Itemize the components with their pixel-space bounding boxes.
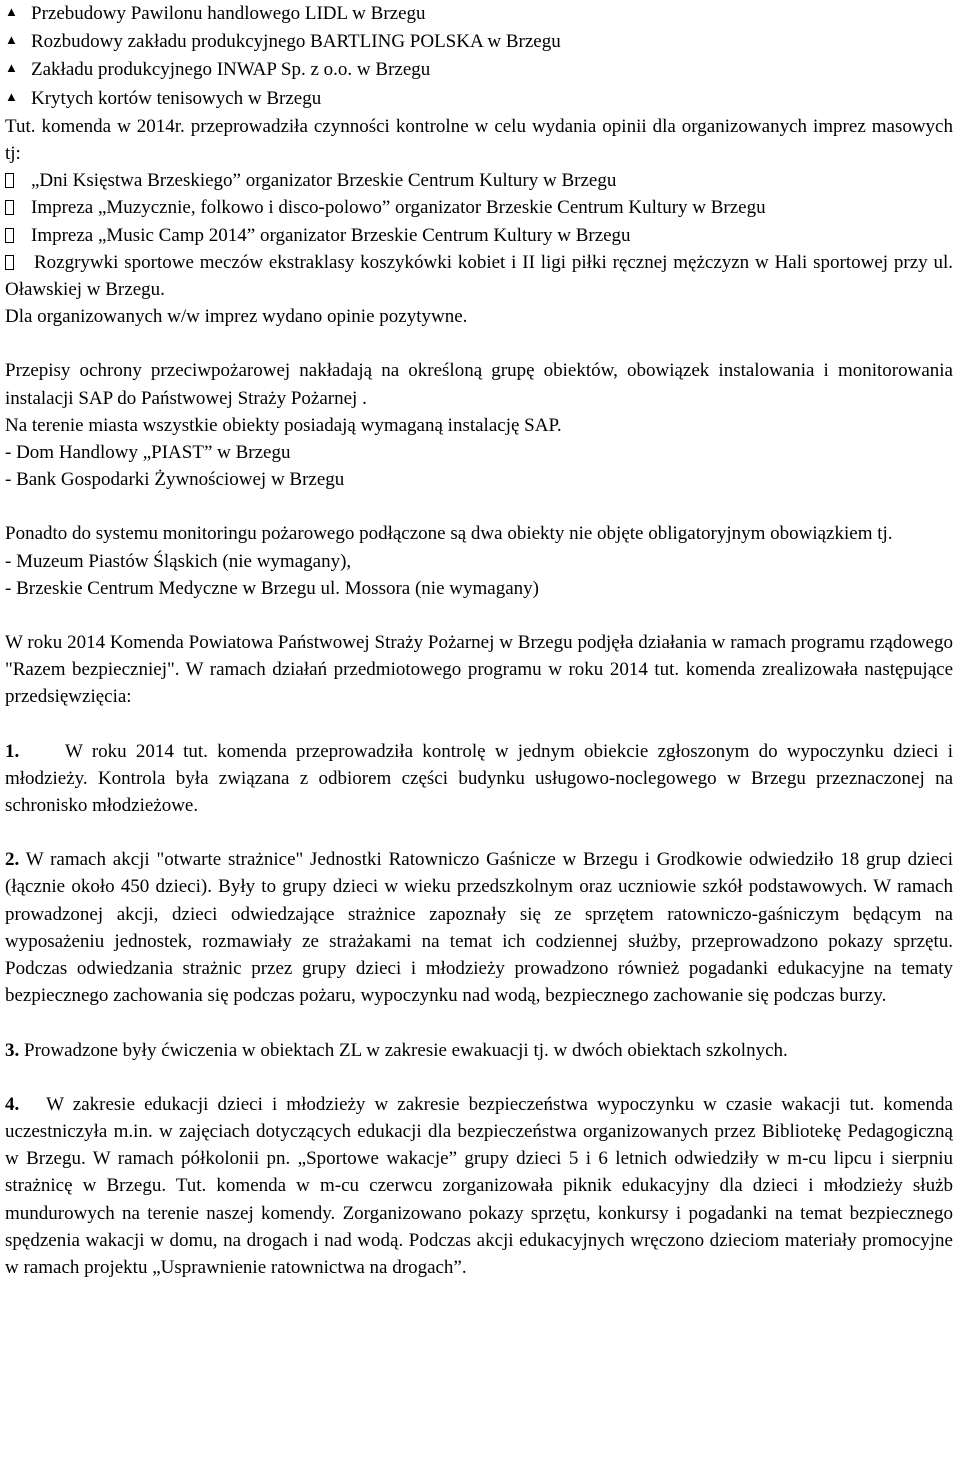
opinion-summary: Dla organizowanych w/w imprez wydano opinie pozytywne. [5, 306, 468, 328]
list-item: ▲ Zakładu produkcyjnego INWAP Sp. z o.o. w Brzegu [5, 56, 953, 84]
sap-paragraph: Przepisy ochrony przeciwpożarowej nakładają na określoną grupę obiektów, obowiązek instalowania i monitorowania instalacji SAP do Państwowej Straży Pożarnej . [5, 360, 953, 409]
monitoring-paragraph: Ponadto do systemu monitoringu pożarowego podłączone są dwa obiekty nie objęte obligatoryjnym obowiązkiem tj. [5, 523, 893, 545]
monitoring-object: - Muzeum Piastów Śląskich (nie wymagany), [5, 550, 352, 572]
square-bullet-icon [5, 222, 31, 249]
square-bullet-icon [5, 194, 31, 221]
event-list [5, 167, 953, 303]
numbered-item: 1. W roku 2014 tut. komenda przeprowadziła kontrolę w jednym obiekcie zgłoszonym do wypoczynku dzieci i młodzieży. Kontrola była związana z odbiorem części budynku usługowo-noclegowego w Brzegu przeznaczonej na schronisko młodzieżowe. [5, 740, 953, 817]
program-paragraph: W roku 2014 Komenda Powiatowa Państwowej Straży Pożarnej w Brzegu podjęła działania w ramach programu rządowego "Razem bezpieczniej". W ramach działań przedmiotowego programu w roku 2014 tut. komenda zrealizowała następujące przedsięwzięcia: [5, 632, 953, 708]
list-item: Impreza „Muzycznie, folkowo i disco-polowo” organizator Brzeskie Centrum Kultury w Brzegu [5, 194, 953, 221]
sap-object: - Dom Handlowy „PIAST” w Brzegu [5, 442, 291, 464]
arrow-bullet-icon: ▲ [5, 4, 18, 19]
sap-line: Na terenie miasta wszystkie obiekty posiadają wymaganą instalację SAP. [5, 414, 562, 436]
list-item: Impreza „Music Camp 2014” organizator Brzeskie Centrum Kultury w Brzegu [5, 222, 953, 249]
numbered-item: 2. W ramach akcji "otwarte strażnice" Jednostki Ratowniczo Gaśnicze w Brzegu i Grodkowie odwiedziło 18 grup dzieci (łącznie około 450 dzieci). Były to grupy dzieci w wieku przedszkolnym oraz uczniowie szkół podstawowych. W ramach prowadzonej akcji, dzieci odwiedzające strażnice zapoznały się ze sprzętem ratowniczo-gaśniczym będącym na wyposażeniu jednostek, rozmawiały ze strażakami na temat ich codziennej służby, przeprowadzono pokazy sprzętu. Podczas odwiedzania strażnic przez grupy dzieci i młodzieży prowadzono również pogadanki edukacyjne na tematy bezpiecznego zachowania się podczas pożaru, wypoczynku nad wodą, bezpiecznego zachowanie się podczas burzy. [5, 849, 953, 1007]
list-item: Rozgrywki sportowe meczów ekstraklasy koszykówki kobiet i II ligi piłki ręcznej mężczyzn w Hali sportowej przy ul. Oławskiej w Brzegu. [5, 249, 953, 303]
sap-object: - Bank Gospodarki Żywnościowej w Brzegu [5, 469, 345, 491]
list-item: „Dni Księstwa Brzeskiego” organizator Brzeskie Centrum Kultury w Brzegu [5, 167, 953, 194]
numbered-item: 4. W zakresie edukacji dzieci i młodzieży w zakresie bezpieczeństwa wypoczynku w czasie wakacji tut. komenda uczestniczyła m.in. w zajęciach dotyczących edukacji dla bezpieczeństwa organizowanych przez Bibliotekę Pedagogiczną w Brzegu. W ramach półkolonii pn. „Sportowe wakacje” grupy dzieci 5 i 6 letnich odwiedziły w m-cu lipcu i sierpniu strażnicę w Brzegu. Tut. komenda w m-cu czerwcu zorganizowała piknik edukacyjny dla dzieci i młodzieży służb mundurowych na terenie naszej komendy. Zorganizowano pokazy sprzętu, konkursy i pogadanki na temat bezpiecznego spędzenia wakacji w domu, na drogach i nad wodą. Podczas akcji edukacyjnych wręczono dzieciom materiały promocyjne w ramach projektu „Usprawnienie ratownictwa na drogach”. [5, 1093, 953, 1278]
square-bullet-icon [5, 167, 31, 194]
list-item: ▲ Przebudowy Pawilonu handlowego LIDL w Brzegu [5, 0, 953, 28]
arrow-list [5, 0, 953, 113]
arrow-bullet-icon: ▲ [5, 88, 18, 104]
list-item: ▲ Krytych kortów tenisowych w Brzegu [5, 85, 953, 113]
arrow-bullet-icon: ▲ [5, 32, 18, 48]
list-item: ▲ Rozbudowy zakładu produkcyjnego BARTLING POLSKA w Brzegu [5, 28, 953, 56]
monitoring-object: - Brzeskie Centrum Medyczne w Brzegu ul. Mossora (nie wymagany) [5, 577, 539, 599]
square-bullet-icon [5, 249, 34, 276]
intro-paragraph: Tut. komenda w 2014r. przeprowadziła czynności kontrolne w celu wydania opinii dla organizowanych imprez masowych tj: [5, 115, 953, 165]
numbered-item: 3. Prowadzone były ćwiczenia w obiektach ZL w zakresie ewakuacji tj. w dwóch obiektach szkolnych. [5, 1039, 788, 1061]
arrow-bullet-icon: ▲ [5, 60, 18, 76]
